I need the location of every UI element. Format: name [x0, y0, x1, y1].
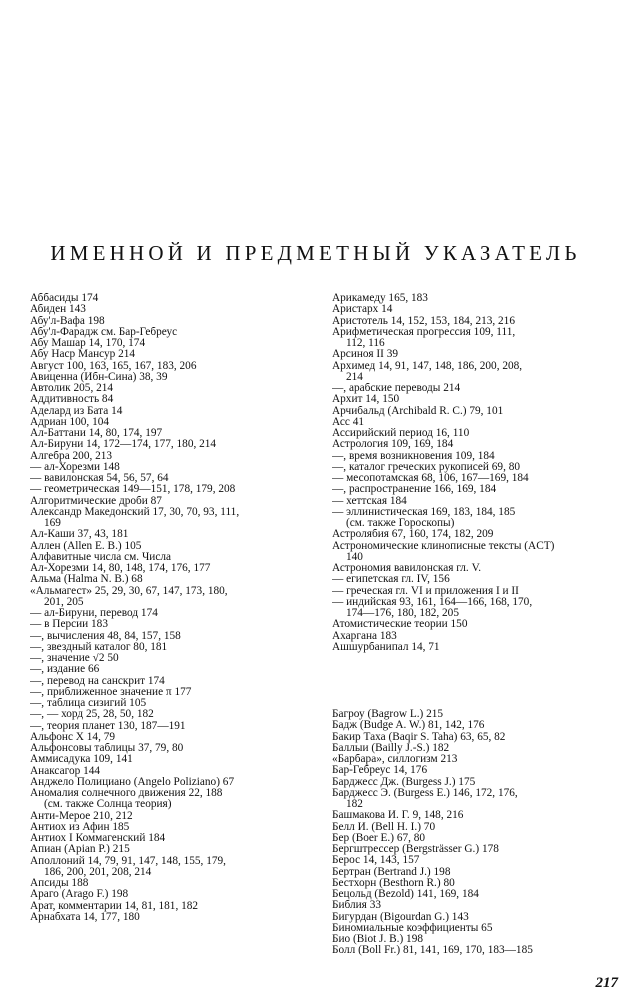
index-entry: 186, 200, 201, 208, 214 [44, 866, 152, 878]
index-entry: — хеттская 184 [332, 495, 407, 507]
index-entry: — ал-Хорезми 148 [30, 461, 120, 473]
index-entry: —, перевод на санскрит 174 [30, 675, 165, 687]
index-block-b [332, 709, 622, 957]
index-entry: —, приближенное значение π 177 [30, 686, 192, 698]
index-entry: Бар-Гебреус 14, 176 [332, 765, 428, 777]
index-entry: Астрология 109, 169, 184 [332, 439, 454, 451]
page-number: 217 [595, 975, 618, 991]
index-entry: Аммисадука 109, 141 [30, 754, 133, 766]
index-entry: Анаксагор 144 [30, 765, 101, 777]
index-entry: Альма (Halma N. B.) 68 [30, 574, 143, 586]
index-column-left [30, 293, 320, 923]
index-entry: Био (Biot J. B.) 198 [332, 934, 423, 945]
index-entry: Астролябия 67, 160, 174, 182, 209 [332, 529, 494, 541]
index-entry: — месопотамская 68, 106, 167—169, 184 [332, 473, 529, 484]
index-entry: — ал-Бируни, перевод 174 [30, 608, 158, 619]
index-column-right [332, 293, 622, 957]
index-entry: Архимед 14, 91, 147, 148, 186, 200, 208, [332, 360, 523, 372]
index-entry: Аббасиды 174 [30, 293, 99, 304]
index-entry: Анти-Мерое 210, 212 [30, 810, 133, 822]
index-entry: —, арабские переводы 214 [332, 383, 461, 394]
index-entry: Анджело Полициано (Angelo Poliziano) 67 [30, 776, 235, 788]
index-entry: — вавилонская 54, 56, 57, 64 [30, 473, 169, 484]
index-entry: Бакир Таха (Baqir S. Taha) 63, 65, 82 [332, 731, 506, 743]
index-entry: Астрономия вавилонская гл. V. [332, 563, 482, 574]
index-entry: Абу Машар 14, 170, 174 [30, 338, 146, 349]
index-entry: Берос 14, 143, 157 [332, 855, 420, 867]
index-entry: —, таблица сизигий 105 [30, 698, 147, 709]
index-entry: Апиан (Apian P.) 215 [30, 844, 130, 856]
index-entry: Аллен (Allen E. B.) 105 [30, 540, 142, 552]
index-entry: Абу Наср Мансур 214 [30, 349, 136, 361]
index-entry: — египетская гл. IV, 156 [332, 574, 450, 586]
index-entry: — индийская 93, 161, 164—166, 168, 170, [332, 596, 533, 608]
index-block-a [332, 293, 622, 653]
index-entry: Арат, комментарии 14, 81, 181, 182 [30, 900, 199, 912]
index-entry: Адриан 100, 104 [30, 416, 110, 428]
index-entry: 182 [346, 799, 363, 810]
index-entry: Альфонсовы таблицы 37, 79, 80 [30, 743, 184, 754]
index-entry: Аделард из Бата 14 [30, 405, 123, 417]
index-entry: 201, 205 [44, 596, 84, 608]
index-entry: Ашшурбанипал 14, 71 [332, 641, 440, 653]
index-entry: Бигурдан (Bigourdan G.) 143 [332, 911, 469, 923]
index-entry: —, значение √2 50 [30, 653, 119, 664]
index-entry: Ал-Каши 37, 43, 181 [30, 529, 129, 541]
index-entry: «Барбара», силлогизм 213 [332, 754, 458, 765]
index-entry: Асс 41 [332, 416, 365, 428]
index-entry: Александр Македонский 17, 30, 70, 93, 111, [30, 506, 240, 518]
index-entry: Архит 14, 150 [332, 394, 400, 406]
index-entry: Биномиальные коэффициенты 65 [332, 922, 493, 934]
index-entry: Аддитивность 84 [30, 394, 114, 406]
index-entry: —, звездный каталог 80, 181 [30, 641, 168, 653]
index-entry: Алгоритмические дроби 87 [30, 495, 162, 507]
index-entry: Ал-Баттани 14, 80, 174, 197 [30, 428, 163, 439]
index-entry: Белл И. (Bell H. I.) 70 [332, 821, 436, 833]
index-entry: Багроу (Bagrow L.) 215 [332, 709, 444, 720]
index-entry: Арнабхата 14, 177, 180 [30, 911, 140, 923]
index-entry: 214 [346, 371, 363, 383]
index-entry: 112, 116 [346, 338, 385, 349]
index-entry: —, распространение 166, 169, 184 [332, 484, 497, 496]
index-entry: Апсиды 188 [30, 878, 89, 889]
index-entry: Библия 33 [332, 900, 381, 912]
index-entry: Барджесс Дж. (Burgess J.) 175 [332, 776, 476, 788]
index-entry: —, издание 66 [30, 664, 100, 676]
index-entry: 140 [346, 551, 363, 563]
index-entry: — греческая гл. VI и приложения I и II [332, 585, 519, 597]
index-entry: Алгебра 200, 213 [30, 450, 113, 462]
index-entry: Ал-Бируни 14, 172—174, 177, 180, 214 [30, 439, 217, 451]
index-entry: Баллыи (Bailly J.-S.) 182 [332, 742, 450, 754]
index-entry: Башмакова И. Г. 9, 148, 216 [332, 810, 464, 822]
index-entry: Аристотель 14, 152, 153, 184, 213, 216 [332, 315, 515, 327]
index-entry: Бергштрессер (Bergsträsser G.) 178 [332, 844, 499, 855]
index-entry: (см. также Солнца теория) [44, 799, 172, 811]
index-entry: Ал-Хорезми 14, 80, 148, 174, 176, 177 [30, 563, 211, 574]
index-entry: (см. также Гороскопы) [346, 518, 455, 529]
index-entry: Арифметическая прогрессия 109, 111, [332, 326, 516, 338]
index-entry: Бер (Boer E.) 67, 80 [332, 832, 426, 844]
index-entry: 169 [44, 518, 61, 529]
index-entry: Аполлоний 14, 79, 91, 147, 148, 155, 179, [30, 855, 226, 867]
index-entry: Аномалия солнечного движения 22, 188 [30, 788, 223, 799]
index-entry: —, время возникновения 109, 184 [332, 450, 495, 462]
index-entry: —, теория планет 130, 187—191 [30, 720, 186, 732]
index-entry: Барджесс Э. (Burgess E.) 146, 172, 176, [332, 787, 518, 799]
index-entry: Авиценна (Ибн-Сина) 38, 39 [30, 371, 168, 383]
index-entry: Арсиноя II 39 [332, 349, 399, 361]
index-entry: —, каталог греческих рукописей 69, 80 [332, 461, 521, 473]
index-entry: Альфонс X 14, 79 [30, 731, 116, 743]
index-entry: Антиох из Афин 185 [30, 821, 130, 833]
index-entry: Астрономические клинописные тексты (ACT) [332, 540, 555, 552]
index-entry: Ахаргана 183 [332, 630, 397, 642]
index-entry: Аристарх 14 [332, 304, 393, 316]
index-entry: Бестхорн (Besthorn R.) 80 [332, 877, 455, 889]
page-title: ИМЕННОЙ И ПРЕДМЕТНЫЙ УКАЗАТЕЛЬ [50, 241, 581, 265]
index-entry: Ассирийский период 16, 110 [332, 428, 470, 439]
index-entry: Август 100, 163, 165, 167, 183, 206 [30, 360, 197, 372]
index-entry: Атомистические теории 150 [332, 619, 468, 631]
index-entry: Антиох I Коммагенский 184 [30, 833, 166, 844]
index-entry: «Альмагест» 25, 29, 30, 67, 147, 173, 180, [30, 585, 228, 597]
index-entry: Арчибальд (Archibald R. C.) 79, 101 [332, 405, 504, 417]
index-entry: 174—176, 180, 182, 205 [346, 608, 459, 619]
index-entry: Бадж (Budge A. W.) 81, 142, 176 [332, 720, 485, 732]
index-entry: —, вычисления 48, 84, 157, 158 [30, 630, 181, 642]
index-entry: Араго (Arago F.) 198 [30, 889, 129, 901]
index-entry: Болл (Boll Fr.) 81, 141, 169, 170, 183—185 [332, 945, 533, 957]
letter-gap [332, 653, 622, 709]
index-entry: — геометрическая 149—151, 178, 179, 208 [30, 484, 236, 496]
index-entry: Автолик 205, 214 [30, 383, 114, 394]
index-entry: Бертран (Bertrand J.) 198 [332, 866, 451, 878]
index-entry: Арикамеду 165, 183 [332, 293, 428, 304]
index-entry: — в Персии 183 [30, 619, 108, 631]
index-entry: Бецольд (Bezold) 141, 169, 184 [332, 889, 479, 900]
index-entry: Абу'л-Вафа 198 [30, 315, 105, 327]
index-entry: — эллинистическая 169, 183, 184, 185 [332, 506, 516, 518]
index-entry: Алфавитные числа см. Числа [30, 551, 172, 563]
index-entry: Абу'л-Фарадж см. Бар-Гебреус [30, 326, 178, 338]
index-entry: Абиден 143 [30, 304, 86, 316]
index-entry: —, — хорд 25, 28, 50, 182 [30, 709, 154, 721]
